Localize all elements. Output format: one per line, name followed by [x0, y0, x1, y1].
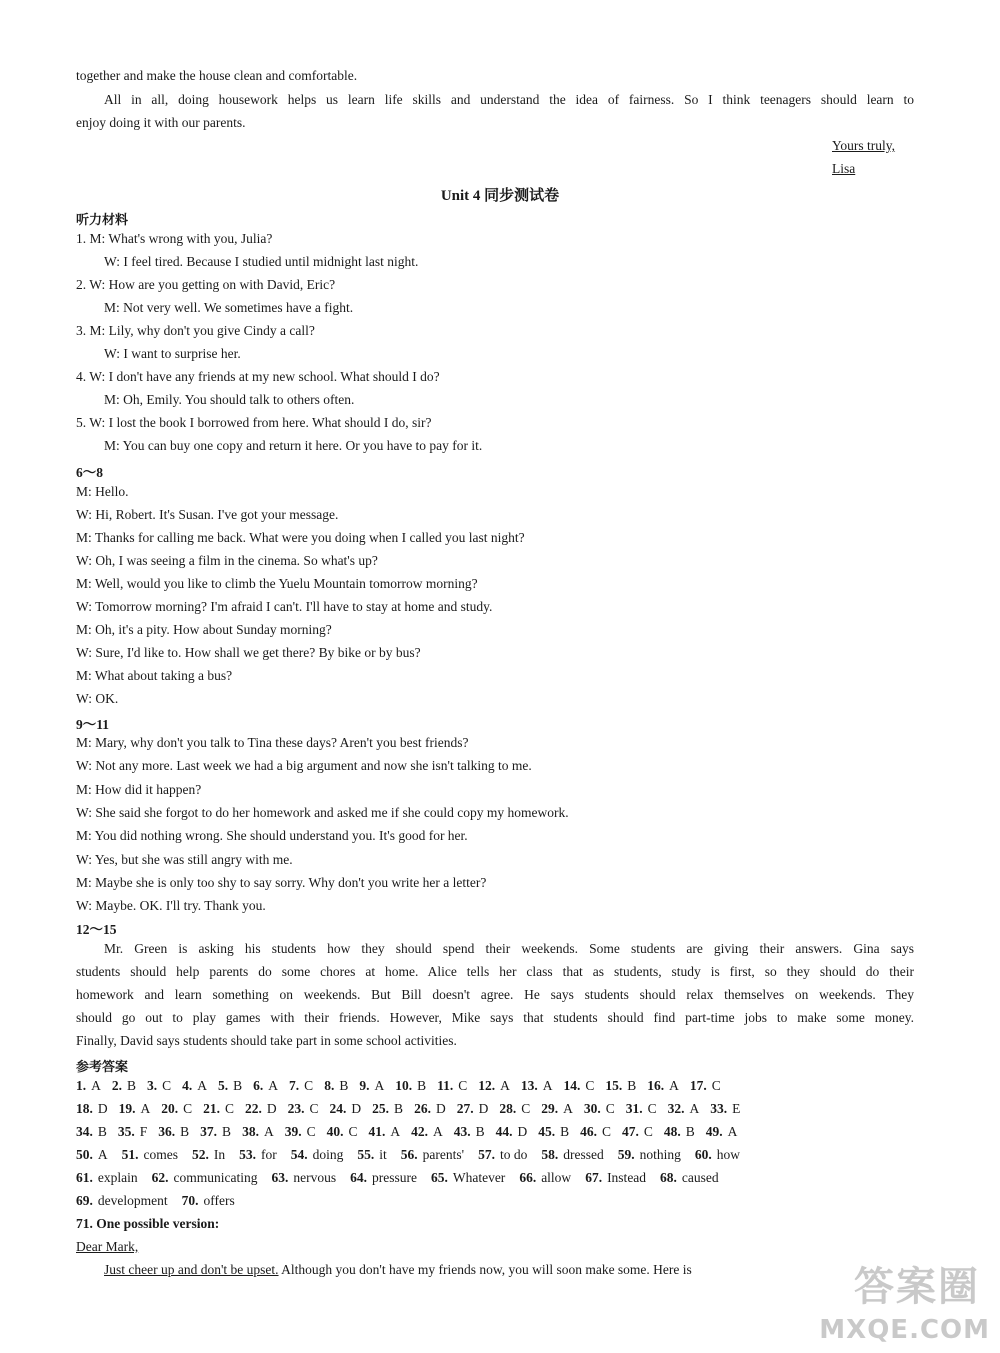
- q71-heading: 71. One possible version:: [76, 1216, 220, 1231]
- answer-row: [76, 1147, 754, 1163]
- answer-number: 68.: [660, 1170, 677, 1185]
- answer-number: 49.: [705, 1124, 723, 1139]
- answer-item: [580, 1124, 611, 1140]
- letter-line: enjoy doing it with our parents.: [76, 115, 246, 130]
- answer-item: [182, 1193, 235, 1209]
- dialogue-line: W: I feel tired. Because I studied until midnight last night.: [104, 254, 419, 269]
- answer-number: 70.: [181, 1193, 199, 1208]
- letter-sign-off: Yours truly,: [832, 138, 896, 153]
- answer-number: 59.: [617, 1147, 635, 1162]
- answer-value: F: [139, 1124, 148, 1139]
- dialogue-line: M: You did nothing wrong. She should understand you. It's good for her.: [76, 828, 468, 844]
- answer-value: A: [669, 1078, 679, 1093]
- answer-value: B: [222, 1124, 232, 1139]
- answer-value: nervous: [293, 1170, 337, 1185]
- letter-signature: Lisa: [832, 161, 856, 176]
- answer-value: A: [91, 1078, 101, 1093]
- answer-item: [119, 1101, 151, 1117]
- answer-value: communicating: [173, 1170, 258, 1185]
- dialogue-line: M: Oh, Emily. You should talk to others often.: [104, 392, 355, 407]
- section-12-15-label: 12～15: [76, 922, 117, 937]
- answer-number: 35.: [117, 1124, 135, 1139]
- answer-item: [350, 1170, 417, 1186]
- answer-number: 39.: [284, 1124, 302, 1139]
- dialogue-line: W: Yes, but she was still angry with me.: [76, 851, 293, 867]
- dialogue-line: W: Oh, I was seeing a film in the cinema. So what's up?: [76, 553, 378, 568]
- answer-item: [622, 1124, 653, 1140]
- answer-value: offers: [203, 1193, 235, 1208]
- answer-number: 14.: [563, 1078, 581, 1093]
- answer-number: 54.: [290, 1147, 308, 1162]
- answer-item: [253, 1078, 278, 1094]
- answer-number: 66.: [519, 1170, 537, 1185]
- answer-value: A: [563, 1101, 573, 1116]
- answer-value: B: [627, 1078, 637, 1093]
- watermark-url-text: MXQE.COM: [819, 1315, 990, 1345]
- answer-item: [538, 1124, 569, 1140]
- answer-number: 4.: [182, 1078, 193, 1093]
- answer-item: [158, 1124, 189, 1140]
- answer-value: comes: [143, 1147, 178, 1162]
- answer-item: [710, 1101, 740, 1117]
- answer-number: 48.: [663, 1124, 681, 1139]
- answer-value: development: [97, 1193, 168, 1208]
- answer-value: D: [435, 1101, 446, 1116]
- answer-item: [76, 1124, 107, 1140]
- answer-row: [76, 1101, 751, 1117]
- answer-item: [76, 1147, 108, 1163]
- answer-number: 31.: [625, 1101, 643, 1116]
- answer-number: 56.: [400, 1147, 418, 1162]
- letter-line: together and make the house clean and comfortable.: [76, 68, 358, 83]
- passage-line: homework and learn something on weekends. But Bill doesn't agree. He says students should relax themselves on weekends. They: [76, 987, 914, 1002]
- answer-value: C: [309, 1101, 319, 1116]
- answer-value: D: [351, 1101, 362, 1116]
- dialogue-line: 4. W: I don't have any friends at my new school. What should I do?: [76, 369, 440, 384]
- answer-value: to do: [499, 1147, 528, 1162]
- answer-number: 5.: [218, 1078, 229, 1093]
- answer-value: how: [716, 1147, 740, 1162]
- answer-item: [668, 1101, 700, 1117]
- answer-number: 25.: [372, 1101, 390, 1116]
- answer-value: B: [233, 1078, 243, 1093]
- dialogue-line: M: Hello.: [76, 484, 129, 499]
- answer-number: 67.: [585, 1170, 603, 1185]
- answer-value: C: [183, 1101, 193, 1116]
- answer-value: allow: [541, 1170, 572, 1185]
- dialogue-line: 2. W: How are you getting on with David, Eric?: [76, 277, 336, 292]
- answer-number: 61.: [76, 1170, 93, 1185]
- passage-line: should go out to play games with their friends. However, Mike says that students should find part-time jobs to make some money.: [76, 1010, 914, 1025]
- answer-number: 43.: [453, 1124, 471, 1139]
- answer-value: C: [348, 1124, 358, 1139]
- answer-item: [359, 1078, 384, 1094]
- answer-item: [203, 1101, 234, 1117]
- answer-item: [76, 1170, 138, 1186]
- answer-item: [291, 1147, 344, 1163]
- answer-item: [584, 1101, 615, 1117]
- answer-value: C: [602, 1124, 612, 1139]
- answer-number: 64.: [350, 1170, 367, 1185]
- q71-sentence-rest: Although you don't have my friends now, you will soon make some. Here is: [278, 1262, 692, 1277]
- answer-number: 2.: [111, 1078, 122, 1093]
- answer-number: 45.: [538, 1124, 556, 1139]
- answer-number: 20.: [161, 1101, 179, 1116]
- answer-value: D: [266, 1101, 277, 1116]
- answer-item: [161, 1101, 192, 1117]
- answer-number: 28.: [499, 1101, 517, 1116]
- answer-value: C: [643, 1124, 653, 1139]
- answer-value: B: [339, 1078, 349, 1093]
- answer-value: C: [458, 1078, 468, 1093]
- answer-value: C: [605, 1101, 615, 1116]
- dialogue-line: M: Maybe she is only too shy to say sorry. Why don't you write her a letter?: [76, 874, 487, 890]
- answer-value: C: [711, 1078, 721, 1093]
- answer-number: 42.: [411, 1124, 428, 1139]
- answer-number: 55.: [357, 1147, 375, 1162]
- answer-item: [605, 1078, 636, 1094]
- dialogue-line: M: Thanks for calling me back. What were you doing when I called you last night?: [76, 530, 525, 545]
- answer-number: 17.: [689, 1078, 707, 1093]
- answer-number: 29.: [541, 1101, 559, 1116]
- answer-item: [695, 1147, 740, 1163]
- answer-value: A: [689, 1101, 700, 1116]
- answer-item: [626, 1101, 657, 1117]
- answer-value: for: [261, 1147, 277, 1162]
- answer-number: 15.: [605, 1078, 623, 1093]
- answer-value: D: [517, 1124, 528, 1139]
- answer-item: [454, 1124, 485, 1140]
- answer-item: [218, 1078, 242, 1094]
- answer-number: 46.: [580, 1124, 597, 1139]
- answer-item: [564, 1078, 595, 1094]
- dialogue-line: W: I want to surprise her.: [104, 346, 241, 361]
- answer-item: [147, 1078, 171, 1094]
- answer-item: [242, 1124, 274, 1140]
- answer-item: [541, 1101, 573, 1117]
- answer-value: A: [500, 1078, 510, 1093]
- dialogue-line: W: She said she forgot to do her homework and asked me if she could copy my homework.: [76, 804, 569, 820]
- answer-value: E: [732, 1101, 741, 1116]
- answers-heading: 参考答案: [76, 1060, 129, 1075]
- dialogue-line: W: Maybe. OK. I'll try. Thank you.: [76, 898, 266, 914]
- answer-item: [112, 1078, 136, 1094]
- answer-row: [76, 1170, 733, 1186]
- answer-number: 36.: [158, 1124, 176, 1139]
- answer-item: [327, 1124, 358, 1140]
- answer-value: B: [417, 1078, 427, 1093]
- answer-number: 30.: [583, 1101, 601, 1116]
- answer-item: [706, 1124, 738, 1140]
- answer-number: 60.: [694, 1147, 712, 1162]
- answer-value: A: [197, 1078, 208, 1093]
- dialogue-line: M: Not very well. We sometimes have a fight.: [104, 300, 354, 315]
- answer-item: [521, 1078, 553, 1094]
- answer-number: 11.: [437, 1078, 454, 1093]
- answer-number: 22.: [245, 1101, 262, 1116]
- answer-item: [401, 1147, 464, 1163]
- answer-item: [200, 1124, 231, 1140]
- answer-number: 6.: [253, 1078, 264, 1093]
- answer-number: 12.: [478, 1078, 496, 1093]
- answer-value: pressure: [371, 1170, 417, 1185]
- q71-first-line: [104, 1262, 692, 1278]
- answer-value: Instead: [607, 1170, 647, 1185]
- answer-number: 63.: [271, 1170, 289, 1185]
- answer-item: [478, 1147, 527, 1163]
- answer-number: 21.: [203, 1101, 221, 1116]
- answer-item: [496, 1124, 528, 1140]
- answer-value: Whatever: [452, 1170, 506, 1185]
- dialogue-line: M: What about taking a bus?: [76, 668, 233, 683]
- answer-item: [288, 1101, 319, 1117]
- answer-value: B: [685, 1124, 695, 1139]
- answer-item: [395, 1078, 426, 1094]
- answer-item: [499, 1101, 530, 1117]
- answer-value: B: [560, 1124, 570, 1139]
- answer-value: A: [390, 1124, 401, 1139]
- answer-value: A: [268, 1078, 279, 1093]
- answer-value: parents': [422, 1147, 465, 1162]
- watermark-top-text: 答案圈: [854, 1264, 980, 1310]
- answer-number: 47.: [622, 1124, 639, 1139]
- answer-value: explain: [97, 1170, 138, 1185]
- answer-number: 27.: [456, 1101, 474, 1116]
- answer-item: [271, 1170, 336, 1186]
- q71-salutation: Dear Mark,: [76, 1239, 139, 1254]
- answer-number: 18.: [76, 1101, 93, 1116]
- watermark-logo: [790, 1255, 990, 1345]
- answer-item: [118, 1124, 147, 1140]
- answer-number: 53.: [239, 1147, 256, 1162]
- answer-number: 8.: [324, 1078, 335, 1093]
- answer-number: 24.: [329, 1101, 347, 1116]
- answer-number: 3.: [147, 1078, 158, 1093]
- answer-value: doing: [312, 1147, 344, 1162]
- answer-value: In: [213, 1147, 226, 1162]
- answer-item: [431, 1170, 505, 1186]
- answer-item: [585, 1170, 646, 1186]
- answer-value: B: [180, 1124, 190, 1139]
- answer-item: [660, 1170, 719, 1186]
- answer-item: [76, 1193, 168, 1209]
- answer-number: 44.: [495, 1124, 513, 1139]
- dialogue-line: W: Not any more. Last week we had a big argument and now she isn't talking to me.: [76, 758, 532, 774]
- answer-number: 58.: [541, 1147, 559, 1162]
- answer-number: 32.: [667, 1101, 685, 1116]
- answer-item: [182, 1078, 207, 1094]
- dialogue-line: W: Sure, I'd like to. How shall we get there? By bike or by bus?: [76, 645, 421, 660]
- answer-item: [647, 1078, 679, 1094]
- answer-number: 50.: [76, 1147, 93, 1162]
- answer-value: nothing: [639, 1147, 681, 1162]
- answer-value: B: [475, 1124, 485, 1139]
- answer-number: 41.: [368, 1124, 386, 1139]
- answer-number: 7.: [289, 1078, 300, 1093]
- answer-item: [690, 1078, 721, 1094]
- dialogue-line: M: Oh, it's a pity. How about Sunday morning?: [76, 622, 332, 637]
- answer-item: [478, 1078, 510, 1094]
- answer-number: 57.: [478, 1147, 495, 1162]
- listening-heading: 听力材料: [76, 213, 129, 228]
- passage-line: students should help parents do some chores at home. Alice tells her class that as students, study is first, so they should do their: [76, 964, 914, 979]
- answer-item: [192, 1147, 225, 1163]
- answer-item: [411, 1124, 443, 1140]
- dialogue-line: M: Well, would you like to climb the Yuelu Mountain tomorrow morning?: [76, 576, 478, 591]
- answer-value: B: [97, 1124, 107, 1139]
- answer-number: 69.: [76, 1193, 93, 1208]
- dialogue-line: 1. M: What's wrong with you, Julia?: [76, 231, 273, 246]
- answer-value: C: [585, 1078, 595, 1093]
- answer-value: A: [140, 1101, 151, 1116]
- answer-item: [372, 1101, 403, 1117]
- answer-value: caused: [681, 1170, 719, 1185]
- answer-value: C: [162, 1078, 172, 1093]
- answer-row: [76, 1078, 732, 1094]
- dialogue-line: M: You can buy one copy and return it here. Or you have to pay for it.: [104, 438, 483, 453]
- dialogue-line: M: How did it happen?: [76, 781, 202, 797]
- answer-item: [618, 1147, 681, 1163]
- answer-item: [457, 1101, 489, 1117]
- letter-line: All in all, doing housework helps us learn life skills and understand the idea of fairness. So I think teenagers should learn to: [104, 92, 914, 107]
- dialogue-line: 5. W: I lost the book I borrowed from here. What should I do, sir?: [76, 415, 432, 430]
- answer-number: 52.: [192, 1147, 209, 1162]
- passage-line: Finally, David says students should take part in some school activities.: [76, 1033, 457, 1048]
- answer-value: A: [727, 1124, 738, 1139]
- answer-item: [541, 1147, 603, 1163]
- answer-row: [76, 1193, 249, 1209]
- answer-value: A: [374, 1078, 385, 1093]
- answer-item: [76, 1101, 108, 1117]
- answer-row: [76, 1124, 748, 1140]
- section-9-11-label: 9～11: [76, 717, 110, 732]
- answer-item: [122, 1147, 178, 1163]
- answer-number: 26.: [414, 1101, 431, 1116]
- answer-item: [239, 1147, 277, 1163]
- answer-item: [152, 1170, 258, 1186]
- answer-value: A: [542, 1078, 553, 1093]
- answer-value: B: [394, 1101, 404, 1116]
- dialogue-line: W: OK.: [76, 691, 119, 706]
- answer-value: A: [97, 1147, 108, 1162]
- answer-value: D: [97, 1101, 108, 1116]
- answer-number: 34.: [76, 1124, 93, 1139]
- passage-line: Mr. Green is asking his students how they should spend their weekends. Some students are giving their answers. Gina says: [104, 941, 914, 956]
- answer-item: [437, 1078, 467, 1094]
- answer-value: C: [304, 1078, 314, 1093]
- answer-item: [330, 1101, 362, 1117]
- answer-value: A: [263, 1124, 274, 1139]
- answer-number: 62.: [151, 1170, 169, 1185]
- answer-value: A: [432, 1124, 443, 1139]
- answer-item: [289, 1078, 313, 1094]
- answer-number: 23.: [287, 1101, 305, 1116]
- answer-item: [245, 1101, 277, 1117]
- answer-value: C: [306, 1124, 316, 1139]
- dialogue-line: W: Hi, Robert. It's Susan. I've got your message.: [76, 507, 339, 522]
- answer-value: C: [647, 1101, 657, 1116]
- answer-item: [414, 1101, 446, 1117]
- answer-value: dressed: [563, 1147, 604, 1162]
- answer-number: 65.: [430, 1170, 448, 1185]
- answer-value: it: [379, 1147, 387, 1162]
- answer-value: B: [127, 1078, 137, 1093]
- unit-title: Unit 4 同步测试卷: [440, 188, 560, 204]
- answer-item: [357, 1147, 386, 1163]
- answer-number: 1.: [76, 1078, 87, 1093]
- dialogue-line: M: Mary, why don't you talk to Tina these days? Aren't you best friends?: [76, 735, 469, 750]
- answer-number: 16.: [647, 1078, 665, 1093]
- answer-item: [519, 1170, 571, 1186]
- dialogue-line: W: Tomorrow morning? I'm afraid I can't. I'll have to stay at home and study.: [76, 599, 493, 614]
- answer-item: [76, 1078, 101, 1094]
- answer-number: 19.: [118, 1101, 136, 1116]
- answer-number: 37.: [200, 1124, 218, 1139]
- q71-underlined-sentence: Just cheer up and don't be upset.: [104, 1262, 279, 1277]
- answer-number: 13.: [520, 1078, 538, 1093]
- answer-item: [664, 1124, 695, 1140]
- answer-number: 51.: [121, 1147, 139, 1162]
- dialogue-line: 3. M: Lily, why don't you give Cindy a call?: [76, 323, 315, 338]
- answer-number: 33.: [710, 1101, 728, 1116]
- answer-value: C: [225, 1101, 235, 1116]
- answer-item: [324, 1078, 348, 1094]
- answer-item: [368, 1124, 400, 1140]
- section-6-8-label: 6～8: [76, 465, 103, 480]
- answer-number: 38.: [242, 1124, 259, 1139]
- answer-item: [285, 1124, 316, 1140]
- answer-number: 9.: [359, 1078, 370, 1093]
- answer-value: D: [478, 1101, 489, 1116]
- answer-number: 10.: [395, 1078, 413, 1093]
- answer-number: 40.: [326, 1124, 344, 1139]
- answer-value: C: [521, 1101, 531, 1116]
